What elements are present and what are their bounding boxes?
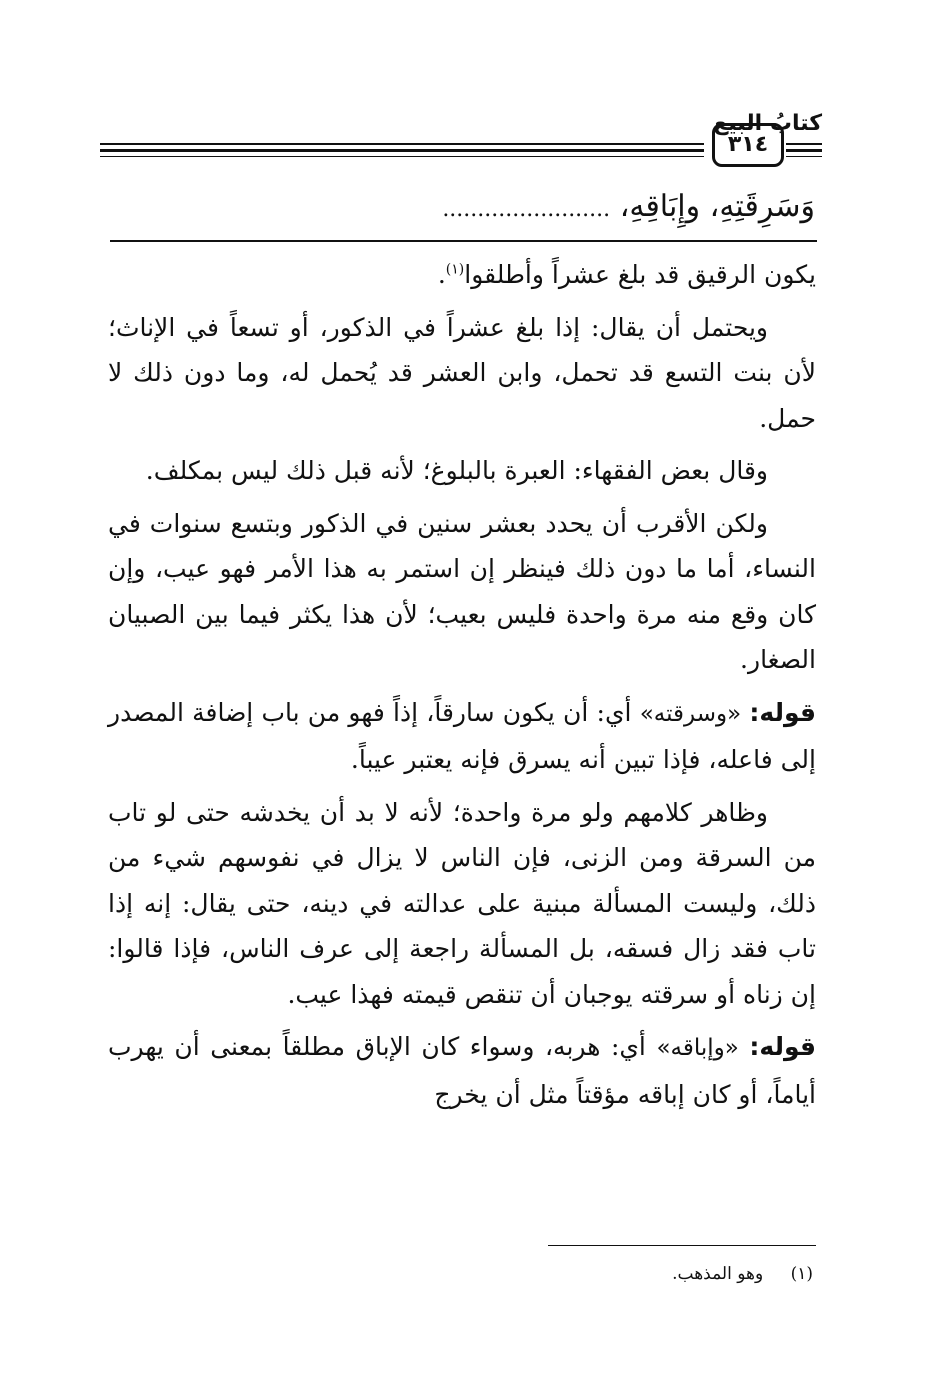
paragraph-text: أي: هربه، وسواء كان الإباق مطلقاً بمعنى أن يهرب أياماً، أو كان إباقه مؤقتاً مثل أن يخرج <box>108 1032 816 1109</box>
matn-divider <box>110 240 817 242</box>
footnote-divider <box>548 1245 816 1246</box>
matn-text: وَسَرِقَتِهِ، وإِبَاقِهِ، <box>619 189 815 224</box>
header-rule <box>100 156 704 157</box>
matn-dots: ........................ <box>442 197 611 222</box>
paragraph-text: ولكن الأقرب أن يحدد بعشر سنين في الذكور وبتسع سنوات في النساء، أما ما دون ذلك فينظر إن استمر به هذا الأمر فهو عيب، وإن كان وقع منه مرة واحدة فليس بعيب؛ لأن هذا يكثر فيما بين الصبيان الصغار. <box>108 508 816 674</box>
footnote-text: وهو المذهب. <box>672 1264 764 1284</box>
paragraph <box>108 305 816 442</box>
paragraph-text: يكون الرقيق قد بلغ عشراً وأطلقوا <box>464 260 816 289</box>
matn-line <box>110 182 815 232</box>
paragraph <box>108 790 816 1018</box>
paragraph-text: أي: أن يكون سارقاً، إذاً فهو من باب إضافة المصدر إلى فاعله، فإذا تبين أنه يسرق فإنه يعتبر عيباً. <box>108 697 816 774</box>
quoted-term: «وسرقته» <box>639 700 742 727</box>
footnote-marker: (١) <box>445 261 465 278</box>
commentary-body <box>108 252 816 1124</box>
paragraph-text: وقال بعض الفقهاء: العبرة بالبلوغ؛ لأنه قبل ذلك ليس بمكلف. <box>145 456 768 485</box>
header-rule <box>786 149 822 152</box>
header-rule <box>786 143 822 145</box>
running-title: كتابُ البيع <box>713 111 822 136</box>
quoted-term: «وإباقه» <box>656 1035 739 1061</box>
paragraph-end: . <box>437 260 446 289</box>
header-rule <box>100 149 704 152</box>
paragraph-text: وظاهر كلامهم ولو مرة واحدة؛ لأنه لا بد أن يخدشه حتى لو تاب من السرقة ومن الزنى، فإن الناس لا يزال في نفوسهم شيء من ذلك، وليست المسألة مبنية على عدالته في دينه، حتى يقال: إنه إذا تاب فقد زال فسقه، بل المسألة راجعة إلى عرف الناس، فإذا قالوا: إن زناه أو سرقته يوجبان أن تنقص قيمته فهذا عيب. <box>108 797 816 1009</box>
paragraph <box>108 1024 816 1117</box>
paragraph <box>108 501 816 683</box>
header-rule <box>100 143 704 145</box>
paragraph <box>108 690 816 783</box>
qawluhu-lead: قوله: <box>749 1032 816 1061</box>
page-number: ٣١٤ <box>712 123 784 167</box>
page-header <box>100 105 822 165</box>
paragraph-text: ويحتمل أن يقال: إذا بلغ عشراً في الذكور، أو تسعاً في الإناث؛ لأن بنت التسع قد تحمل، وابن العشر قد يُحمل له، وما دون ذلك لا حمل. <box>108 312 816 433</box>
paragraph <box>108 448 816 494</box>
qawluhu-lead: قوله: <box>749 697 816 727</box>
footnote <box>400 1262 813 1286</box>
paragraph <box>108 252 816 298</box>
footnote-number: (١) <box>790 1264 813 1284</box>
header-rule <box>786 156 822 157</box>
